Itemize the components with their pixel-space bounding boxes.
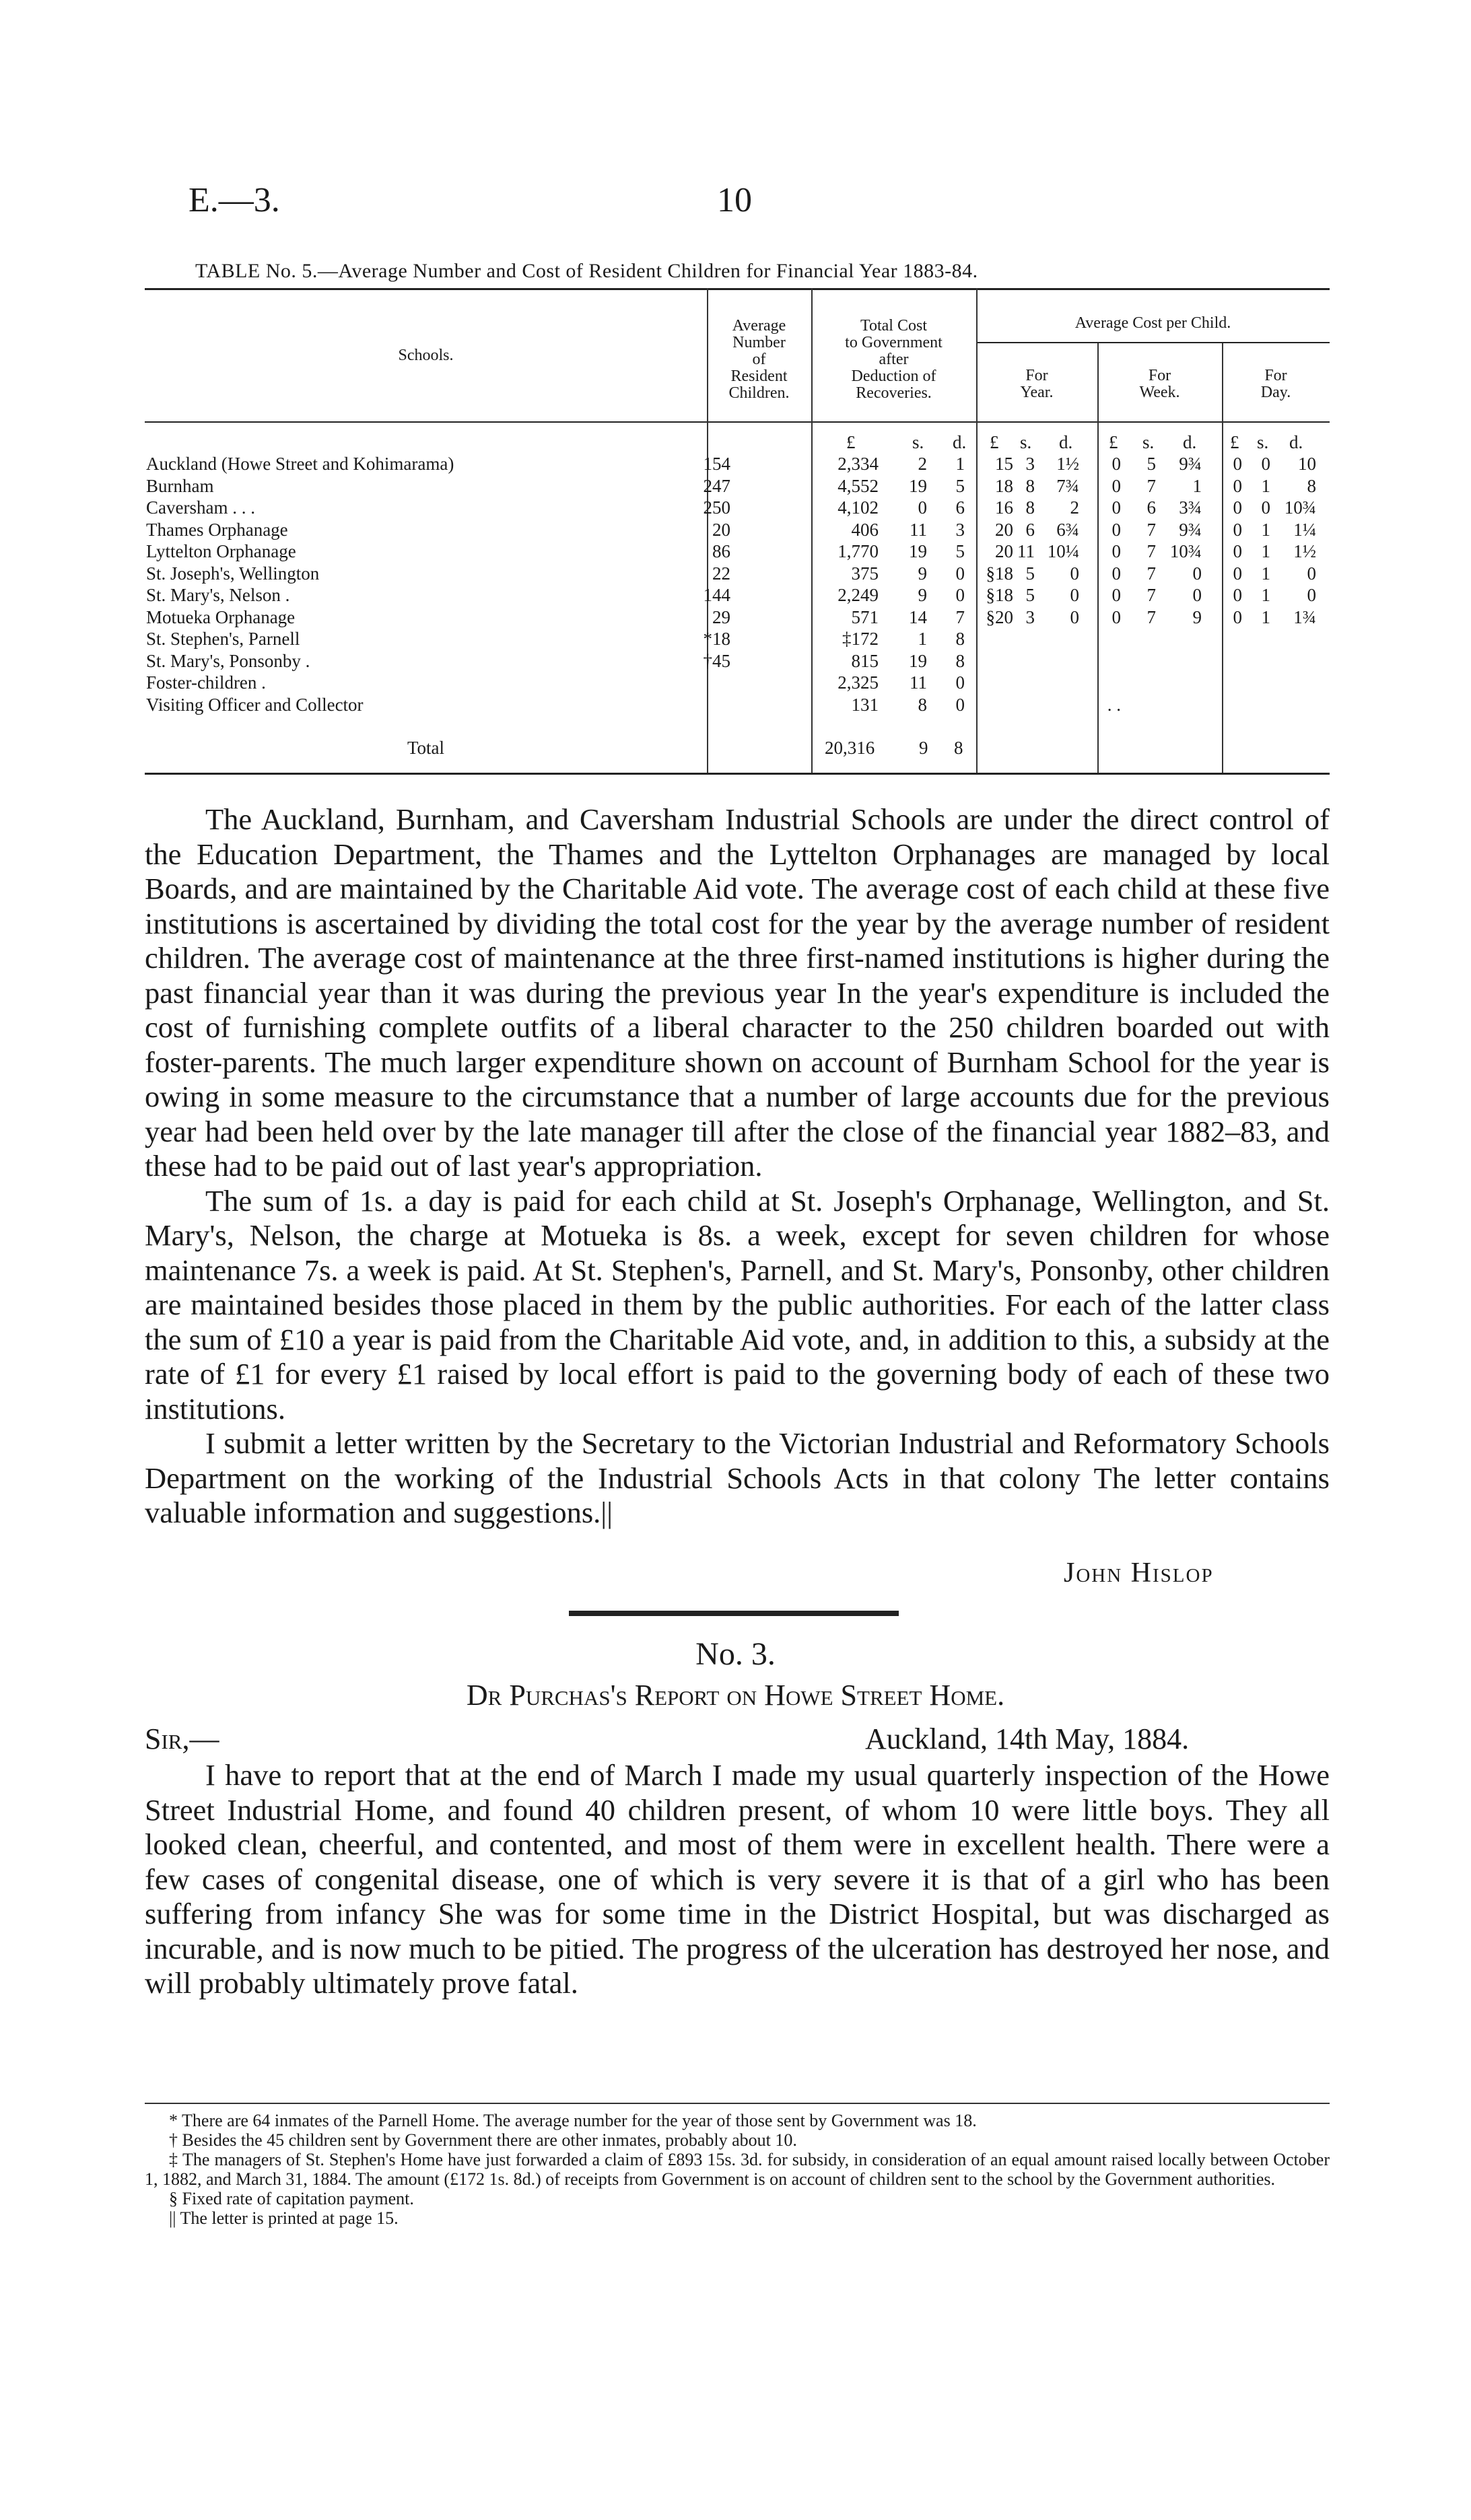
table-cell-day: 0 <box>1307 585 1316 605</box>
table-cell-total: 11 <box>910 672 927 693</box>
header-line: Week. <box>1139 384 1180 401</box>
school-name: Motueka Orphanage <box>146 606 296 627</box>
table-cell-week: 0 <box>1111 454 1121 474</box>
table-cell-day: 0 <box>1261 497 1270 518</box>
section-divider <box>569 1611 899 1616</box>
footnote: § Fixed rate of capitation payment. <box>169 2189 414 2208</box>
table-cell-year: 8 <box>1025 497 1035 518</box>
table-cell-year: 5 <box>1025 563 1035 584</box>
header-total-cost <box>811 318 976 402</box>
table-cell-year: 20 <box>995 541 1013 561</box>
table-cell-total: 7 <box>955 606 965 627</box>
header-line: Children. <box>728 384 790 402</box>
table-cell-total: 8 <box>955 650 965 671</box>
page-number: 10 <box>717 181 752 219</box>
currency-pound: £ <box>1109 432 1118 452</box>
footnote: * There are 64 inmates of the Parnell Home. The average number for the year of those sent by Government was 18. <box>169 2111 977 2130</box>
table-cell-total: 9 <box>918 585 927 605</box>
signature: John Hislop <box>1064 1558 1214 1588</box>
total-pounds: 20,316 <box>825 738 875 758</box>
currency-pence: d. <box>1059 432 1073 452</box>
paragraph: The sum of 1s. a day is paid for each child at St. Joseph's Orphanage, Wellington, and St. Mary's, Nelson, the charge at Motueka is 8s. a week, except for seven children for whose maintenance 7s. a week is paid. At St. Stephen's, Parnell, and St. Mary's, Ponsonby, other children are maintained besides those placed in them by the public authorities. For each of the latter class the sum of £10 a year is paid from the Charitable Aid vote, and, in addition to this, a subsidy at the rate of £1 for every £1 raised by local effort is paid to the governing body of each of these two institutions. <box>145 1183 1330 1426</box>
table-cell-week: 7 <box>1147 475 1156 496</box>
table-cell-week: 0 <box>1111 606 1121 627</box>
school-name: Thames Orphanage <box>146 519 288 540</box>
place-date: Auckland, 14th May, 1884. <box>865 1722 1190 1755</box>
salutation: Sir,— <box>145 1722 219 1755</box>
school-name: Lyttelton Orphanage <box>146 541 296 561</box>
school-name: Foster-children . <box>146 672 266 693</box>
table-cell-week: 7 <box>1147 519 1156 540</box>
total-shillings: 9 <box>919 738 928 758</box>
header-for-week <box>1097 368 1222 401</box>
school-name: Caversham . . . <box>146 497 255 518</box>
header-bottom-rule <box>145 421 1330 423</box>
header-line: Number <box>732 334 786 351</box>
table-cell-week: 0 <box>1192 563 1202 584</box>
table-cell-total: 375 <box>851 563 879 584</box>
table-cell-year: 11 <box>1017 541 1035 561</box>
table-cell-year: §18 <box>986 585 1013 605</box>
table-cell-total: 0 <box>955 563 965 584</box>
table-cell-week: 9 <box>1192 606 1202 627</box>
table-cell-day: 0 <box>1307 563 1316 584</box>
table-cell-week: 0 <box>1111 585 1121 605</box>
table-cell-week: 3¾ <box>1179 497 1202 518</box>
cost-table <box>145 288 1330 786</box>
paragraph: The Auckland, Burnham, and Caversham Industrial Schools are under the direct control of the Education Department, the Thames and the Lyttelton Orphanages are managed by local Boards, and are maintained by the Charitable Aid vote. The average cost of each child at these five institutions is ascertained by dividing the total cost for the year by the average number of resident children. The average cost of maintenance at the three first-named institutions is higher during the past financial year than it was during the previous year In the year's expenditure is included the cost of furnishing complete outfits of a liberal character to the 250 children boarded out with foster-parents. The much larger expenditure shown on account of Burnham School for the year is owing in some measure to the circumstance that a number of large accounts due for the previous year had been held over by the late manager till after the close of the financial year 1882–83, and these had to be paid out of last year's appropriation. <box>145 802 1330 1183</box>
table-cell-week: 0 <box>1111 475 1121 496</box>
table-cell-total: 815 <box>851 650 879 671</box>
header-line: Recoveries. <box>856 384 932 402</box>
table-cell-day: 0 <box>1233 541 1242 561</box>
table-cell-total: 2,249 <box>837 585 879 605</box>
table-cell-year: 3 <box>1025 606 1035 627</box>
table-cell-week: 7 <box>1147 585 1156 605</box>
currency-pence: d. <box>1183 432 1197 452</box>
table-cell-number: 247 <box>703 475 730 496</box>
total-pence: 8 <box>954 738 963 758</box>
header-line: Total Cost <box>860 317 927 335</box>
table-cell-day: 8 <box>1307 475 1316 496</box>
table-cell-total: 406 <box>851 519 879 540</box>
table-cell-total: 5 <box>955 475 965 496</box>
footnotes <box>145 2111 1330 2228</box>
header-line: Deduction of <box>851 368 936 385</box>
table-cell-week: 0 <box>1111 497 1121 518</box>
header-line: Year. <box>1020 384 1054 401</box>
avg-cost-underline <box>976 342 1330 343</box>
table-cell-day: 1 <box>1261 563 1270 584</box>
table-cell-total: 571 <box>851 606 879 627</box>
table-cell-week: 7 <box>1147 606 1156 627</box>
document-reference: E.—3. <box>189 181 280 219</box>
table-cell-number: 154 <box>703 454 730 474</box>
header-line: For <box>1148 367 1171 384</box>
table-cell-week: 10¾ <box>1169 541 1202 561</box>
table-cell-number: 144 <box>703 585 730 605</box>
table-cell-day: 0 <box>1233 563 1242 584</box>
table-cell-day: 1 <box>1261 519 1270 540</box>
table-cell-total: 5 <box>955 541 965 561</box>
table-cell-total: 11 <box>910 519 927 540</box>
currency-pound: £ <box>846 432 856 452</box>
table-cell-total: 19 <box>909 541 927 561</box>
school-name: St. Joseph's, Wellington <box>146 563 320 584</box>
table-cell-day: 0 <box>1233 606 1242 627</box>
table-bottom-rule <box>145 773 1330 775</box>
currency-pound: £ <box>1230 432 1239 452</box>
table-cell-week: . . <box>1107 694 1121 715</box>
table-cell-total: ‡172 <box>842 629 879 649</box>
header-line: Day. <box>1260 384 1291 401</box>
currency-pound: £ <box>990 432 999 452</box>
table-cell-total: 8 <box>955 629 965 649</box>
school-name: Visiting Officer and Collector <box>146 694 364 715</box>
table-cell-year: 15 <box>995 454 1013 474</box>
table-cell-total: 9 <box>918 563 927 584</box>
table-cell-year: 0 <box>1070 585 1079 605</box>
header-line: after <box>879 351 909 368</box>
table-cell-total: 0 <box>955 694 965 715</box>
table-cell-week: 1 <box>1192 475 1202 496</box>
table-cell-year: 6 <box>1025 519 1035 540</box>
table-cell-year: 7¾ <box>1056 475 1079 496</box>
currency-shilling: s. <box>1142 432 1155 452</box>
footnote: || The letter is printed at page 15. <box>169 2208 399 2228</box>
table-cell-day: 0 <box>1233 475 1242 496</box>
section-number: No. 3. <box>695 1636 776 1672</box>
table-cell-year: §20 <box>986 606 1013 627</box>
table-cell-day: 1 <box>1261 475 1270 496</box>
table-cell-number: *18 <box>703 629 730 649</box>
table-cell-total: 0 <box>918 497 927 518</box>
header-line: For <box>1264 367 1287 384</box>
currency-pence: d. <box>1289 432 1303 452</box>
table-cell-year: 0 <box>1070 563 1079 584</box>
table-cell-year: 6¾ <box>1056 519 1079 540</box>
table-cell-week: 6 <box>1147 497 1156 518</box>
table-cell-day: 1¼ <box>1293 519 1316 540</box>
table-cell-total: 8 <box>918 694 927 715</box>
table-cell-day: 0 <box>1233 519 1242 540</box>
header-line: of <box>752 351 766 368</box>
school-name: St. Stephen's, Parnell <box>146 629 300 649</box>
table-cell-total: 14 <box>909 606 927 627</box>
header-for-year <box>976 368 1097 401</box>
table-top-rule <box>145 288 1330 290</box>
table-cell-week: 0 <box>1111 541 1121 561</box>
table-cell-day: 1¾ <box>1293 606 1316 627</box>
table-cell-week: 7 <box>1147 541 1156 561</box>
table-cell-total: 131 <box>851 694 879 715</box>
table-cell-total: 4,552 <box>837 475 879 496</box>
report-body <box>145 1758 1330 2001</box>
table-cell-year: 0 <box>1070 606 1079 627</box>
table-cell-week: 7 <box>1147 563 1156 584</box>
table-cell-year: 5 <box>1025 585 1035 605</box>
table-cell-day: 0 <box>1233 454 1242 474</box>
table-cell-number: 29 <box>712 606 730 627</box>
table-cell-week: 5 <box>1147 454 1156 474</box>
table-cell-week: 0 <box>1111 563 1121 584</box>
footnote: ‡ The managers of St. Stephen's Home have just forwarded a claim of £893 15s. 3d. for subsidy, in consideration of an equal amount raised locally between October 1, 1882, and March 31, 1884. The amount (£172 1s. 8d.) of receipts from Government is on account of children sent to the school by the Government authorities. <box>145 2150 1330 2189</box>
header-avg-number <box>707 318 811 402</box>
table-cell-day: 10 <box>1298 454 1316 474</box>
table-cell-day: 1½ <box>1293 541 1316 561</box>
header-schools: Schools. <box>398 347 454 364</box>
header-avg-cost: Average Cost per Child. <box>1074 314 1231 332</box>
table-cell-year: 10¼ <box>1047 541 1079 561</box>
table-cell-year: 8 <box>1025 475 1035 496</box>
table-cell-year: 18 <box>995 475 1013 496</box>
table-cell-total: 0 <box>955 585 965 605</box>
table-cell-total: 1 <box>955 454 965 474</box>
footnote-rule <box>145 2103 1330 2104</box>
report-title: Dr Purchas's Report on Howe Street Home. <box>466 1679 1005 1712</box>
table-title: TABLE No. 5.—Average Number and Cost of Resident Children for Financial Year 1883-84. <box>195 260 978 282</box>
table-cell-week: 9¾ <box>1179 519 1202 540</box>
table-cell-number: 22 <box>712 563 730 584</box>
table-cell-total: 1,770 <box>837 541 879 561</box>
table-cell-number: 20 <box>712 519 730 540</box>
table-cell-week: 9¾ <box>1179 454 1202 474</box>
table-cell-day: 0 <box>1261 454 1270 474</box>
table-cell-day: 0 <box>1233 585 1242 605</box>
table-cell-total: 3 <box>955 519 965 540</box>
table-cell-number: 86 <box>712 541 730 561</box>
footnote: † Besides the 45 children sent by Government there are other inmates, probably about 10. <box>169 2130 797 2150</box>
currency-shilling: s. <box>1020 432 1032 452</box>
school-name: St. Mary's, Nelson . <box>146 585 290 605</box>
table-cell-week: 0 <box>1111 519 1121 540</box>
header-for-day <box>1222 368 1330 401</box>
header-line: to Government <box>845 334 943 351</box>
table-cell-day: 1 <box>1261 585 1270 605</box>
table-cell-year: 3 <box>1025 454 1035 474</box>
table-cell-total: 2 <box>918 454 927 474</box>
paragraph: I submit a letter written by the Secretary to the Victorian Industrial and Reformatory Schools Department on the working of the Industrial Schools Acts in that colony The letter contains valuable information and suggestions.|| <box>145 1426 1330 1529</box>
table-cell-year: 20 <box>995 519 1013 540</box>
table-cell-total: 6 <box>955 497 965 518</box>
table-cell-day: 0 <box>1233 497 1242 518</box>
header-line: Resident <box>730 368 788 385</box>
table-cell-total: 1 <box>918 629 927 649</box>
table-cell-number: †45 <box>703 650 730 671</box>
table-cell-number: 250 <box>703 497 730 518</box>
currency-shilling: s. <box>1257 432 1269 452</box>
header-line: For <box>1025 367 1048 384</box>
table-cell-year: 16 <box>995 497 1013 518</box>
table-cell-total: 4,102 <box>837 497 879 518</box>
school-name: Auckland (Howe Street and Kohimarama) <box>146 454 454 474</box>
currency-pence: d. <box>953 432 967 452</box>
table-cell-day: 1 <box>1261 606 1270 627</box>
table-cell-total: 2,334 <box>837 454 879 474</box>
paragraph: I have to report that at the end of March I made my usual quarterly inspection of the Howe Street Industrial Home, and found 40 children present, of whom 10 were little boys. They all looked clean, cheerful, and contented, and most of them were in excellent health. There were a few cases of congenital disease, one of which is very severe it is that of a girl who has been suffering from infancy She was for some time in the District Hospital, but was discharged as incurable, and is now much to be pitied. The progress of the ulceration has destroyed her nose, and will probably ultimately prove fatal. <box>145 1758 1330 2000</box>
table-cell-year: §18 <box>986 563 1013 584</box>
col-divider <box>976 288 978 773</box>
school-name: St. Mary's, Ponsonby . <box>146 650 310 671</box>
total-label: Total <box>407 738 445 758</box>
col-divider <box>1222 343 1223 773</box>
table-cell-day: 10¾ <box>1284 497 1316 518</box>
table-cell-total: 0 <box>955 672 965 693</box>
table-cell-year: 2 <box>1070 497 1079 518</box>
table-cell-day: 1 <box>1261 541 1270 561</box>
table-cell-total: 19 <box>909 475 927 496</box>
table-cell-total: 19 <box>909 650 927 671</box>
body-section <box>145 802 1330 1531</box>
table-cell-year: 1½ <box>1056 454 1079 474</box>
table-cell-total: 2,325 <box>837 672 879 693</box>
header-line: Average <box>732 317 786 335</box>
col-divider <box>1097 343 1099 773</box>
school-name: Burnham <box>146 475 214 496</box>
currency-shilling: s. <box>912 432 924 452</box>
table-cell-week: 0 <box>1192 585 1202 605</box>
